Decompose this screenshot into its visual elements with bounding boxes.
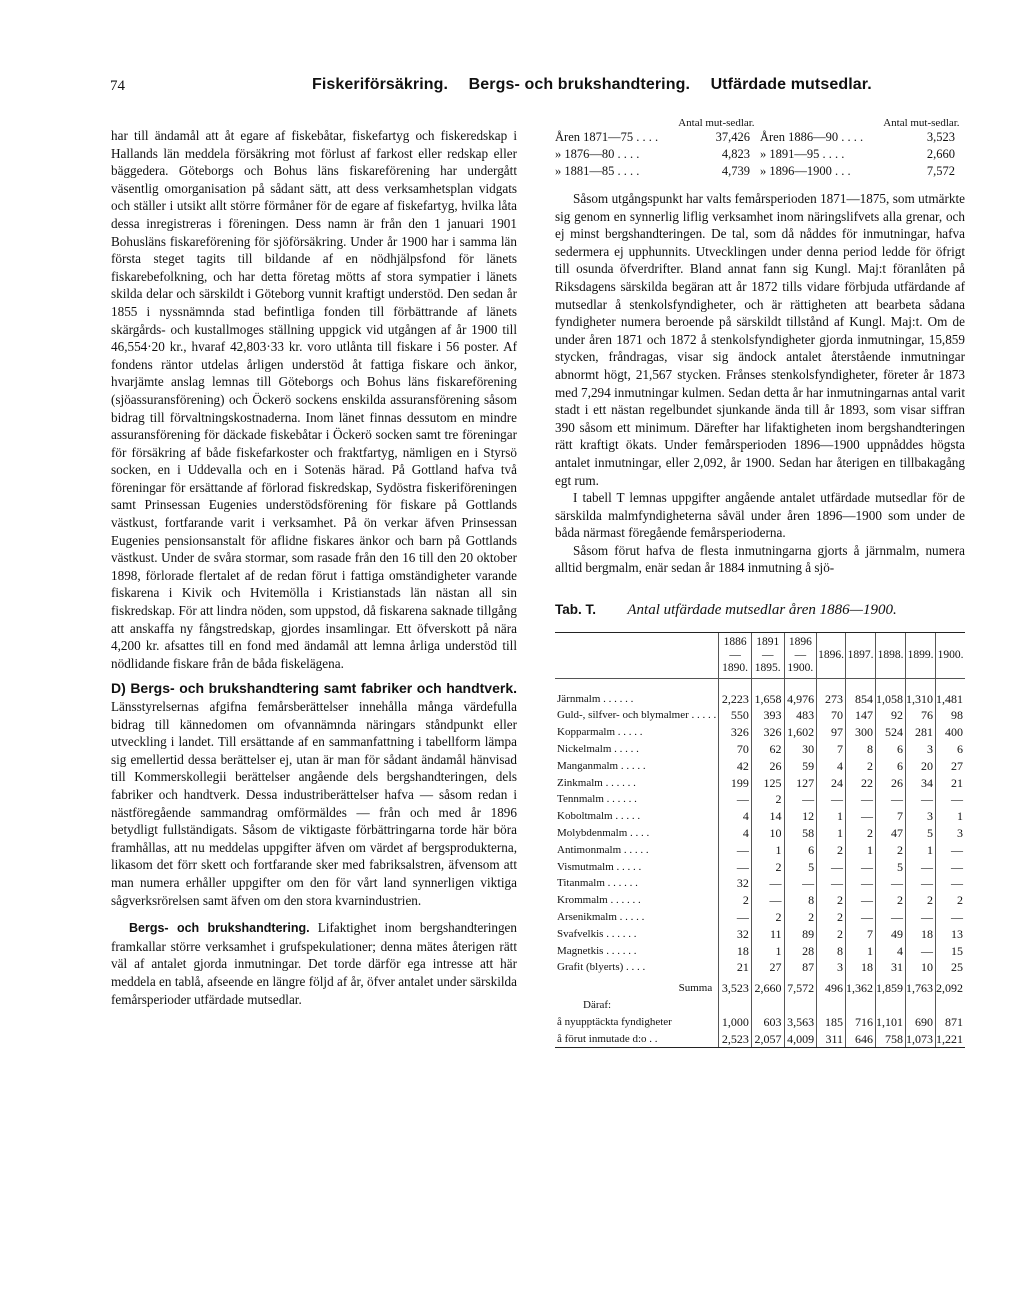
- table-cell: 2: [936, 892, 966, 909]
- table-cell: —: [846, 892, 876, 909]
- table-cell: 32: [719, 926, 752, 943]
- table-cell: 34: [906, 775, 936, 792]
- table-cell: —: [876, 909, 906, 926]
- value: 4,823: [721, 147, 750, 161]
- paragraph: Såsom förut hafva de flesta inmutningarna gjorts å järnmalm, numera alltid bergmalm, enär sedan år 1884 inmutning å sjö-: [555, 542, 965, 576]
- table-cell: 18: [719, 943, 752, 960]
- column-header: 1891—1895.: [751, 632, 784, 678]
- table-cell: 690: [906, 1014, 936, 1031]
- table-cell: 1: [936, 808, 966, 825]
- column-header: 1897.: [846, 632, 876, 678]
- table-cell: 1,101: [876, 1014, 906, 1031]
- table-cell: [751, 997, 784, 1014]
- paragraph: I tabell T lemnas uppgifter angående antalet utfärdade mutsedlar för de särskilda malmfyndigheterna såväl under åren 1896—1900 som under de båda närmast föregående femårsperioderna.: [555, 490, 965, 541]
- table-cell: 3: [906, 741, 936, 758]
- table-cell: 97: [817, 724, 846, 741]
- table-cell: 87: [784, 959, 817, 976]
- table-cell: 18: [846, 959, 876, 976]
- table-cell: —: [846, 808, 876, 825]
- table-cell: 76: [906, 707, 936, 724]
- table-cell: 5: [784, 859, 817, 876]
- table-row: [555, 892, 965, 909]
- table-row: [555, 775, 965, 792]
- table-cell: 603: [751, 1014, 784, 1031]
- table-cell: 483: [784, 707, 817, 724]
- table-cell: —: [876, 791, 906, 808]
- table-row: [555, 678, 965, 707]
- table-cell: 1,000: [719, 1014, 752, 1031]
- table-cell: 871: [936, 1014, 966, 1031]
- table-cell: 1,058: [876, 678, 906, 707]
- table-cell: 1: [906, 842, 936, 859]
- table-cell: 30: [784, 741, 817, 758]
- left-column: [111, 127, 517, 1008]
- table-cell: 311: [817, 1031, 846, 1048]
- table-cell: 5: [876, 859, 906, 876]
- value: 7,572: [926, 164, 955, 178]
- running-title: [312, 76, 888, 94]
- table-cell: 98: [936, 707, 966, 724]
- table-cell: 2: [784, 909, 817, 926]
- row-label: Tennmalm . . . . . .: [557, 793, 637, 806]
- table-cell: 21: [719, 959, 752, 976]
- table-row: [555, 875, 965, 892]
- table-cell: 47: [876, 825, 906, 842]
- table-cell: 524: [876, 724, 906, 741]
- section-heading: [111, 680, 517, 909]
- table-row: [555, 976, 965, 997]
- table-cell: —: [936, 859, 966, 876]
- paragraph: Lifaktighet inom bergshandteringen framkallar större verksamhet i grufspekulationer; denna mätes återigen rätt väl af antalet gjorda inmutningar. Det torde därför ega intresse att här meddela en tablå, afseende en längre följd af år, öfver antalet under särskilda femårsperioder utfärdade mutsedlar.: [111, 920, 517, 1007]
- table-cell: 70: [817, 707, 846, 724]
- table-row: [555, 943, 965, 960]
- table-cell: 2: [817, 842, 846, 859]
- table-cell: —: [906, 859, 936, 876]
- table-cell: 185: [817, 1014, 846, 1031]
- table-cell: 1,310: [906, 678, 936, 707]
- subheading: Bergs- och brukshandtering.: [129, 921, 310, 936]
- table-cell: 58: [784, 825, 817, 842]
- row-label: Magnetkis . . . . . .: [557, 944, 637, 957]
- table-cell: 42: [719, 758, 752, 775]
- table-cell: [876, 997, 906, 1014]
- table-cell: 2: [817, 909, 846, 926]
- table-cell: 6: [876, 741, 906, 758]
- value: 3,523: [926, 130, 955, 144]
- table-cell: —: [817, 859, 846, 876]
- table-cell: 13: [936, 926, 966, 943]
- table-row: [555, 129, 965, 146]
- table-cell: —: [936, 875, 966, 892]
- table-cell: —: [784, 791, 817, 808]
- table-cell: 550: [719, 707, 752, 724]
- table-cell: [906, 997, 936, 1014]
- table-cell: 4: [876, 943, 906, 960]
- table-cell: 326: [751, 724, 784, 741]
- section-heading-text: D) Bergs- och brukshandtering samt fabriker och handtverk.: [111, 680, 517, 697]
- table-cell: —: [906, 875, 936, 892]
- table-cell: 4: [719, 808, 752, 825]
- table-row: [555, 825, 965, 842]
- row-label: Titanmalm . . . . . .: [557, 877, 638, 890]
- table-cell: 1: [817, 825, 846, 842]
- column-header: 1886—1890.: [719, 632, 752, 678]
- table-cell: 22: [846, 775, 876, 792]
- table-cell: 32: [719, 875, 752, 892]
- table-row: [555, 859, 965, 876]
- table-cell: —: [751, 892, 784, 909]
- table-cell: 24: [817, 775, 846, 792]
- value: 37,426: [715, 130, 750, 144]
- table-cell: 8: [817, 943, 846, 960]
- table-title: Antal utfärdade mutsedlar åren 1886—1900.: [627, 602, 897, 619]
- table-cell: 2: [846, 758, 876, 775]
- table-cell: —: [936, 842, 966, 859]
- table-cell: 125: [751, 775, 784, 792]
- table-cell: 7: [846, 926, 876, 943]
- table-cell: 716: [846, 1014, 876, 1031]
- table-cell: 1: [751, 842, 784, 859]
- row-label: Zinkmalm . . . . . .: [557, 776, 636, 789]
- table-label: Tab. T.: [555, 602, 597, 618]
- table-cell: —: [876, 875, 906, 892]
- table-cell: 300: [846, 724, 876, 741]
- table-cell: 1: [846, 943, 876, 960]
- table-row: [555, 724, 965, 741]
- table-cell: —: [719, 791, 752, 808]
- row-label: Manganmalm . . . . .: [557, 759, 646, 772]
- table-cell: 1,221: [936, 1031, 966, 1048]
- page-number: 74: [110, 78, 125, 94]
- table-cell: 2: [751, 791, 784, 808]
- table-cell: 6: [784, 842, 817, 859]
- table-cell: 127: [784, 775, 817, 792]
- table-cell: 4,009: [784, 1031, 817, 1048]
- table-cell: 27: [936, 758, 966, 775]
- table-caption: [555, 601, 965, 620]
- table-cell: 1,859: [876, 976, 906, 997]
- table-cell: 4,976: [784, 678, 817, 707]
- table-cell: 20: [906, 758, 936, 775]
- table-cell: 12: [784, 808, 817, 825]
- row-label: Molybdenmalm . . . .: [557, 827, 650, 840]
- table-cell: 281: [906, 724, 936, 741]
- table-cell: 854: [846, 678, 876, 707]
- table-cell: 7,572: [784, 976, 817, 997]
- table-cell: 27: [751, 959, 784, 976]
- table-cell: 31: [876, 959, 906, 976]
- table-cell: —: [846, 791, 876, 808]
- table-cell: 11: [751, 926, 784, 943]
- value: 4,739: [721, 164, 750, 178]
- table-row: [555, 926, 965, 943]
- table-cell: —: [846, 909, 876, 926]
- running-title-part: Fiskeriförsäkring.: [312, 76, 449, 93]
- table-cell: 21: [936, 775, 966, 792]
- table-cell: 3,523: [719, 976, 752, 997]
- value: 2,660: [926, 147, 955, 161]
- table-cell: [719, 997, 752, 1014]
- table-cell: 10: [751, 825, 784, 842]
- table-cell: 15: [936, 943, 966, 960]
- column-header: Antal mut-sedlar.: [678, 117, 755, 129]
- table-row: [555, 707, 965, 724]
- row-label: Järnmalm . . . . . .: [557, 692, 634, 705]
- table-cell: 199: [719, 775, 752, 792]
- row-label: Kopparmalm . . . . .: [557, 726, 643, 739]
- table-cell: —: [906, 943, 936, 960]
- table-t: [555, 632, 965, 1049]
- table-cell: 273: [817, 678, 846, 707]
- table-cell: 496: [817, 976, 846, 997]
- table-row: [555, 808, 965, 825]
- table-cell: 2: [817, 926, 846, 943]
- row-label: Koboltmalm . . . . .: [557, 810, 641, 823]
- column-header: 1900.: [936, 632, 966, 678]
- table-row: [555, 959, 965, 976]
- table-cell: 400: [936, 724, 966, 741]
- table-cell: 2,223: [719, 678, 752, 707]
- mutsedlar-summary-table: [555, 117, 965, 180]
- table-cell: 7: [876, 808, 906, 825]
- table-cell: 2: [846, 825, 876, 842]
- table-cell: 2,057: [751, 1031, 784, 1048]
- table-cell: 4: [719, 825, 752, 842]
- period-label: Åren 1886—90 . . . .: [759, 130, 864, 144]
- table-cell: —: [719, 909, 752, 926]
- table-cell: —: [751, 875, 784, 892]
- table-cell: —: [846, 859, 876, 876]
- table-cell: 25: [936, 959, 966, 976]
- paragraph: Länsstyrelsernas afgifna femårsberättelser innehålla många värdefulla bidrag till kännedomen om ofvannämnda näringars ståndpunkt eller utveckling i landet. Till ersättande af en sammanfattning i tabellform lämpa sig emellertid dessa berättelser ej, utan är man för sådant ändamål hänvisad till Kommerskollegii berättelser angående dels bergshandteringen, dels fabriker och handtverk. Dessa industriberättelser hafva — såsom redan i nästföregående sammandrag omförmäldes — från och med år 1896 betydligt fullständigats. Såsom de viktigaste förbättringarna torde här böra framhållas, att nu meddelas uppgifter äfven om värdet af bergsprodukterna, likasom det förr skett och fortfarande sker med fabriksalstren, äfvensom att man numera erhåller uppgifter om den för vårt land synnerligen viktiga sågverksrörelsen samt äfven om den stora kvarnindustrien.: [111, 699, 517, 908]
- table-cell: 2: [876, 892, 906, 909]
- table-cell: 8: [784, 892, 817, 909]
- table-cell: 1,602: [784, 724, 817, 741]
- table-cell: 3: [936, 825, 966, 842]
- table-cell: 6: [936, 741, 966, 758]
- table-cell: 2: [906, 892, 936, 909]
- period-label: Åren 1871—75 . . . .: [555, 130, 659, 144]
- row-label: å förut inmutade d:o . .: [555, 1031, 719, 1048]
- row-label: Nickelmalm . . . . .: [557, 743, 639, 756]
- table-cell: 1,481: [936, 678, 966, 707]
- table-row: [555, 842, 965, 859]
- table-cell: [817, 997, 846, 1014]
- table-row: [555, 741, 965, 758]
- table-cell: 10: [906, 959, 936, 976]
- row-label: Grafit (blyerts) . . . .: [557, 961, 646, 974]
- table-row: [555, 997, 965, 1014]
- table-cell: 3: [817, 959, 846, 976]
- table-cell: 2,092: [936, 976, 966, 997]
- table-cell: 3,563: [784, 1014, 817, 1031]
- table-cell: [846, 997, 876, 1014]
- table-cell: 2,660: [751, 976, 784, 997]
- period-label: » 1896—1900 . . .: [759, 164, 851, 178]
- table-cell: 26: [876, 775, 906, 792]
- table-cell: —: [906, 909, 936, 926]
- row-label: Vismutmalm . . . . .: [557, 860, 642, 873]
- table-cell: 147: [846, 707, 876, 724]
- row-label: Däraf:: [583, 999, 612, 1011]
- table-cell: 5: [906, 825, 936, 842]
- column-header: 1896—1900.: [784, 632, 817, 678]
- table-cell: —: [719, 859, 752, 876]
- table-row: [555, 758, 965, 775]
- table-cell: 59: [784, 758, 817, 775]
- table-cell: 1: [846, 842, 876, 859]
- table-cell: 4: [817, 758, 846, 775]
- table-cell: 6: [876, 758, 906, 775]
- running-title-part: Bergs- och brukshandtering.: [468, 76, 691, 93]
- right-column: [555, 117, 965, 1048]
- table-cell: 92: [876, 707, 906, 724]
- table-cell: 1,073: [906, 1031, 936, 1048]
- table-cell: 326: [719, 724, 752, 741]
- period-label: » 1891—95 . . . .: [759, 147, 845, 161]
- row-label: Svafvelkis . . . . . .: [557, 927, 637, 940]
- running-header: [0, 76, 1024, 100]
- table-row: [555, 791, 965, 808]
- table-cell: —: [936, 791, 966, 808]
- table-cell: 3: [906, 808, 936, 825]
- period-label: » 1876—80 . . . .: [555, 147, 640, 161]
- table-row: [555, 163, 965, 180]
- table-cell: 2: [751, 909, 784, 926]
- table-cell: —: [817, 875, 846, 892]
- paragraph: har till ändamål att åt egare af fiskebåtar, fiskefartyg och fiskeredskap i Hallands län meddela försäkring mot förlust af farkost eller redskap eller bäggedera. Göteborgs och Bohus läns fiskareförening har undergått väsentlig omorganisation på sådant sätt, att dess verksamhetsplan vidgats och ställer i utsikt allt större förmåner för de egare af fiskefartyg, hvilka låta dessa inregistreras i föreningen. Dess namn är från den 1 januari 1901 Bohusläns fiskareförening för sjöförsäkring. Under år 1900 har i samma län första steget tagits till bildande af en nödhjälpsfond för länets fiskarebefolkning, och har detta företag mötts af stora sympatier i länets skilda delar och särskildt i Göteborg vunnit kraftigt understöd. Den sedan år 1855 i nyssnämnda stad befintliga fonden till förbättrande af länets skärgårds- och kustallmoges ställning uppgick vid utgången af år 1900 till 46,554·20 kr., hvaraf 42,803·33 kr. voro utlånta till fiskare i 56 poster. Af fondens räntor utdelas årligen understöd åt fattiga fiskare och änkor, hvarjämte anslag lemnas till Göteborgs och Bohus läns fiskareförening (sjöassuransförening) och Öckerö sockens enskilda assuransförening såsom bidrag till förvaltningskostnaderna. Inom länet finnas dessutom en mindre assuransförening för däckade fiskebåtar i Öckerö socken samt tre föreningar för försäkring af både fiskefarkoster och fraktfartyg, nämligen en i Styrsö socken, en i Uddevalla och en i Sotenäs härad. På Gottland hafva två föreningar för ersättande af förlorad fiskredskap, Sydöstra fiskeriföreningen samt Prinsessan Eugenies understödsförening för fiskare på Gottlands västkust, fortfarande varit i verksamhet. På ön verkar äfven Prinsessan Eugenies pensionsanstalt för aflidne fiskares änkor och barn på Gottlands västkust. Under de svåra stormar, som rasade från den 16 till den 20 oktober 1898, förlorade flertalet af de redan förut i fattiga omständigheter varande fiskarena i Kivik och Hvitemölla i Kristianstads län nästan all sin fiskredskap. För att lindra nöden, som uppstod, då fiskarena saknade tillgång att anskaffa ny fångstredskap, gjordes insamlingar. Ett öfverskott på nära 4,200 kr. afsattes till en fond med ändamål att lemna årliga understöd till nödlidande fiskare från de båda fiskelägena.: [111, 128, 517, 671]
- table-cell: 2: [817, 892, 846, 909]
- row-label: Summa: [678, 982, 713, 995]
- column-header: Antal mut-sedlar.: [883, 117, 960, 129]
- column-header: 1899.: [906, 632, 936, 678]
- row-label: Antimonmalm . . . . .: [557, 843, 649, 856]
- table-cell: 62: [751, 741, 784, 758]
- table-cell: —: [936, 909, 966, 926]
- table-cell: 758: [876, 1031, 906, 1048]
- row-label: Guld-, silfver- och blymalmer . . . . .: [557, 709, 717, 722]
- column-header: 1898.: [876, 632, 906, 678]
- table-cell: 18: [906, 926, 936, 943]
- table-row: [555, 1014, 965, 1031]
- table-cell: 1: [751, 943, 784, 960]
- table-row: [555, 1031, 965, 1048]
- table-cell: 28: [784, 943, 817, 960]
- row-label: å nyupptäckta fyndigheter: [557, 1015, 672, 1028]
- table-cell: 1,763: [906, 976, 936, 997]
- table-cell: —: [719, 842, 752, 859]
- table-cell: 70: [719, 741, 752, 758]
- table-cell: 8: [846, 741, 876, 758]
- table-cell: —: [846, 875, 876, 892]
- table-cell: [936, 997, 966, 1014]
- table-cell: —: [906, 791, 936, 808]
- table-cell: 7: [817, 741, 846, 758]
- row-label: Arsenikmalm . . . . .: [557, 911, 645, 924]
- table-cell: 1,658: [751, 678, 784, 707]
- table-cell: 1,362: [846, 976, 876, 997]
- table-cell: 26: [751, 758, 784, 775]
- table-cell: 2: [751, 859, 784, 876]
- table-cell: —: [817, 791, 846, 808]
- table-cell: 2: [719, 892, 752, 909]
- table-cell: [784, 997, 817, 1014]
- paragraph: Såsom utgångspunkt har valts femårsperioden 1871—1875, som utmärkte sig genom en synnerlig liflig verksamhet inom näringslifvets alla grenar, och ej minst bergshandteringen. De tal, som då nåddes för inmutningar, hafva sedermera ej upphunnits. Utvecklingen under denna period ledde för öfrigt till osunda öfverdrifter. Bland annat fann sig Kungl. Maj:t föranlåten på Riksdagens särskilda begäran att år 1872 tills vidare förbjuda utfärdande af mutsedlar å stenkolsfyndigheter, och är rättigheten att bearbeta sådana fyndigheter numera beroende på särskildt tillstånd af Kungl. Maj:t. Om de under åren 1871 och 1872 å stenkolsfyndigheter gjorda inmutningar, 15,859 stycken, fråndragas, visar sig ändock antalet återstående inmutningar abnormt högt, 21,567 stycken. Frånses stenkolsfyndigheter, företer år 1873 med 7,294 inmutningar kulmen. Sedan detta år har inmutningarnas antal varit stadt i ett nästan regelbundet sjunkande ända till år 1893, som visar siffran 390 såsom ett minimum. Därefter har lifaktigheten inom bergshandteringen rätt kraftigt ökats. Under femårsperioden 1896—1900 uppnåddes högsta antalet inmutningar, eller 2,092, år 1900. Sedan har återigen en tillbakagång egt rum.: [555, 191, 965, 488]
- table-cell: —: [784, 875, 817, 892]
- table-cell: 49: [876, 926, 906, 943]
- table-cell: 14: [751, 808, 784, 825]
- table-cell: 2: [876, 842, 906, 859]
- row-label: Krommalm . . . . . .: [557, 894, 641, 907]
- subsection: [111, 919, 517, 1008]
- column-header: 1896.: [817, 632, 846, 678]
- table-cell: 89: [784, 926, 817, 943]
- table-row: [555, 146, 965, 163]
- table-cell: 646: [846, 1031, 876, 1048]
- table-cell: 393: [751, 707, 784, 724]
- running-title-part: Utfärdade mutsedlar.: [710, 76, 872, 93]
- period-label: » 1881—85 . . . .: [555, 164, 640, 178]
- table-cell: 2,523: [719, 1031, 752, 1048]
- table-row: [555, 909, 965, 926]
- table-cell: 1: [817, 808, 846, 825]
